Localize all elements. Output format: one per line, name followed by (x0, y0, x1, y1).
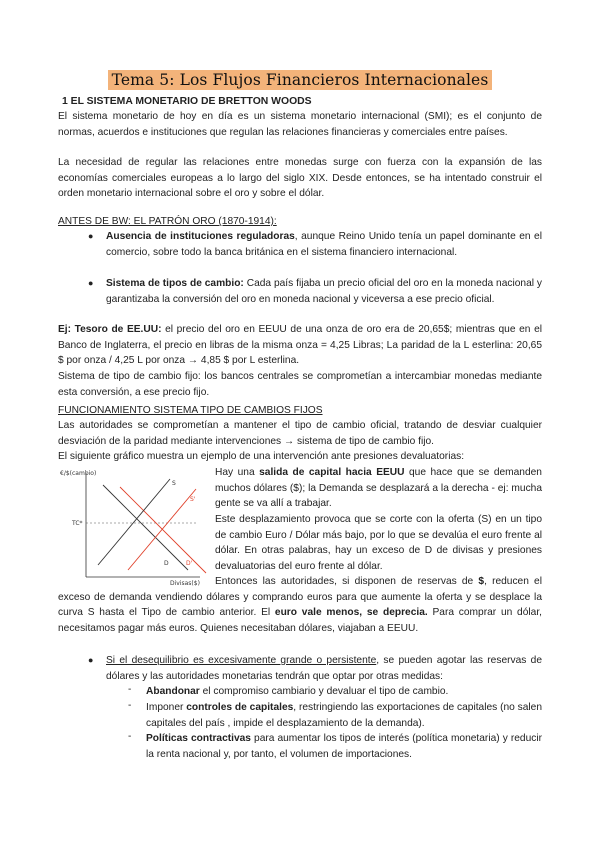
supply-curve-s (98, 479, 170, 565)
paragraph-fixed-rate: Sistema de tipo de cambio fijo: los bancos centrales se comprometían a intercambiar monedas mediante esta conversión, a ese precio fijo. (58, 371, 542, 398)
paragraph-imbalance: Si el desequilibrio es excesivamente grande o persistente, se pueden agotar las reservas de dólares y las autoridades monetarias tendrán que optar por otras medidas: (106, 655, 542, 682)
paragraph-history: La necesidad de regular las relaciones entre monedas surge con fuerza con la expansión de las economías comerciales europeas a lo largo del siglo XIX. Desde entonces, se ha intentado construir el orden monetario internacional sobre el oro y sobre el dólar. (58, 157, 542, 200)
fixed-system-heading: FUNCIONAMIENTO SISTEMA TIPO DE CAMBIOS FIJOS (58, 405, 323, 416)
option-abandon: Abandonar el compromiso cambiario y devaluar el tipo de cambio. (146, 686, 449, 697)
section-heading: 1 EL SISTEMA MONETARIO DE BRETTON WOODS (62, 96, 312, 107)
d-label: D (164, 560, 169, 567)
bullet-exchange-system: Sistema de tipos de cambio: Cada país fijaba un precio oficial del oro en la moneda nacional y garantizaba la conversión del oro en moneda nacional y viceversa a ese precio oficial. (106, 278, 542, 305)
bullet-icon: ● (88, 231, 94, 241)
s-prime-label: S' (190, 496, 196, 503)
d-prime-label: D' (186, 560, 193, 567)
paragraph-chart-intro: El siguiente gráfico muestra un ejemplo de una intervención ante presiones devaluatorias: (58, 451, 465, 462)
bullet-institutions: Ausencia de instituciones reguladoras, aunque Reino Unido tenía un papel dominante en el comercio, sobre todo la banca británica en el sistema financiero internacional. (106, 231, 542, 258)
paragraph-example: Ej: Tesoro de EE.UU: el precio del oro en EEUU de una onza de oro era de 20,65$; mientras que en el Banco de Inglaterra, el precio en libras de la misma onza = 4,25 Libras; La paridad de la L esterlina: 20,65 $ por onza / 4,25 L por onza → 4,85 $ por L esterlina. (58, 324, 542, 367)
paragraph-smi: El sistema monetario de hoy en día es un sistema monetario internacional (SMI); es el conjunto de normas, acuerdos e instituciones que regulan las relaciones financieras y comerciales entre países. (58, 111, 542, 138)
supply-curve-s-prime (128, 489, 196, 570)
x-axis-label: Divisas($) (170, 580, 200, 587)
gold-standard-heading: ANTES DE BW: EL PATRÓN ORO (1870-1914): (58, 216, 277, 227)
demand-curve-d (103, 485, 188, 570)
dash-marker: - (128, 684, 132, 695)
page-title: Tema 5: Los Flujos Financieros Internacionales (108, 70, 493, 90)
paragraph-capital-outflow: Hay una salida de capital hacia EEUU que hace que se demanden muchos dólares ($); la Demanda se desplazará a la derecha - ej: mucha gente se va allí a trabajar. (215, 467, 542, 510)
dash-marker: - (128, 700, 132, 711)
dash-marker: - (128, 731, 132, 742)
option-contractive-policies: Políticas contractivas para aumentar los tipos de interés (política monetaria) y reducir la renta nacional y, por tanto, el volumen de importaciones. (146, 733, 542, 760)
bullet-icon: ● (88, 655, 94, 665)
paragraph-authorities: Las autoridades se comprometían a mantener el tipo de cambio oficial, tratando de desviar cualquier desviación de la paridad mediante intervenciones → sistema de tipo de cambio fijo. (58, 420, 542, 447)
paragraph-intervention: Entonces las autoridades, si disponen de reservas de $, reducen el exceso de demanda vendiendo dólares y comprando euros para que aumente la oferta y se desplace la curva S hasta el Tipo de cambio anterior. El euro vale menos, se deprecia. Para comprar un dólar, necesitamos pagar más euros. Quienes necesitaban dólares, viajaban a EEUU. (58, 576, 542, 634)
option-capital-controls: Imponer controles de capitales, restringiendo las exportaciones de capitales (no salen capitales del país , impide el desplazamiento de la demanda). (146, 702, 543, 729)
s-label: S (172, 480, 176, 487)
bullet-icon: ● (88, 278, 94, 288)
y-axis-label: €/$(cambio) (60, 470, 97, 477)
tc-label: TC* (72, 520, 83, 527)
paragraph-shift: Este desplazamiento provoca que se corte con la oferta (S) en un tipo de cambio Euro / Dólar más bajo, por lo que se devalúa el euro frente al dólar. En otras palabras, hay un exceso de D de divisas y presiones devaluatorias del euro frente al dólar. (215, 514, 542, 572)
